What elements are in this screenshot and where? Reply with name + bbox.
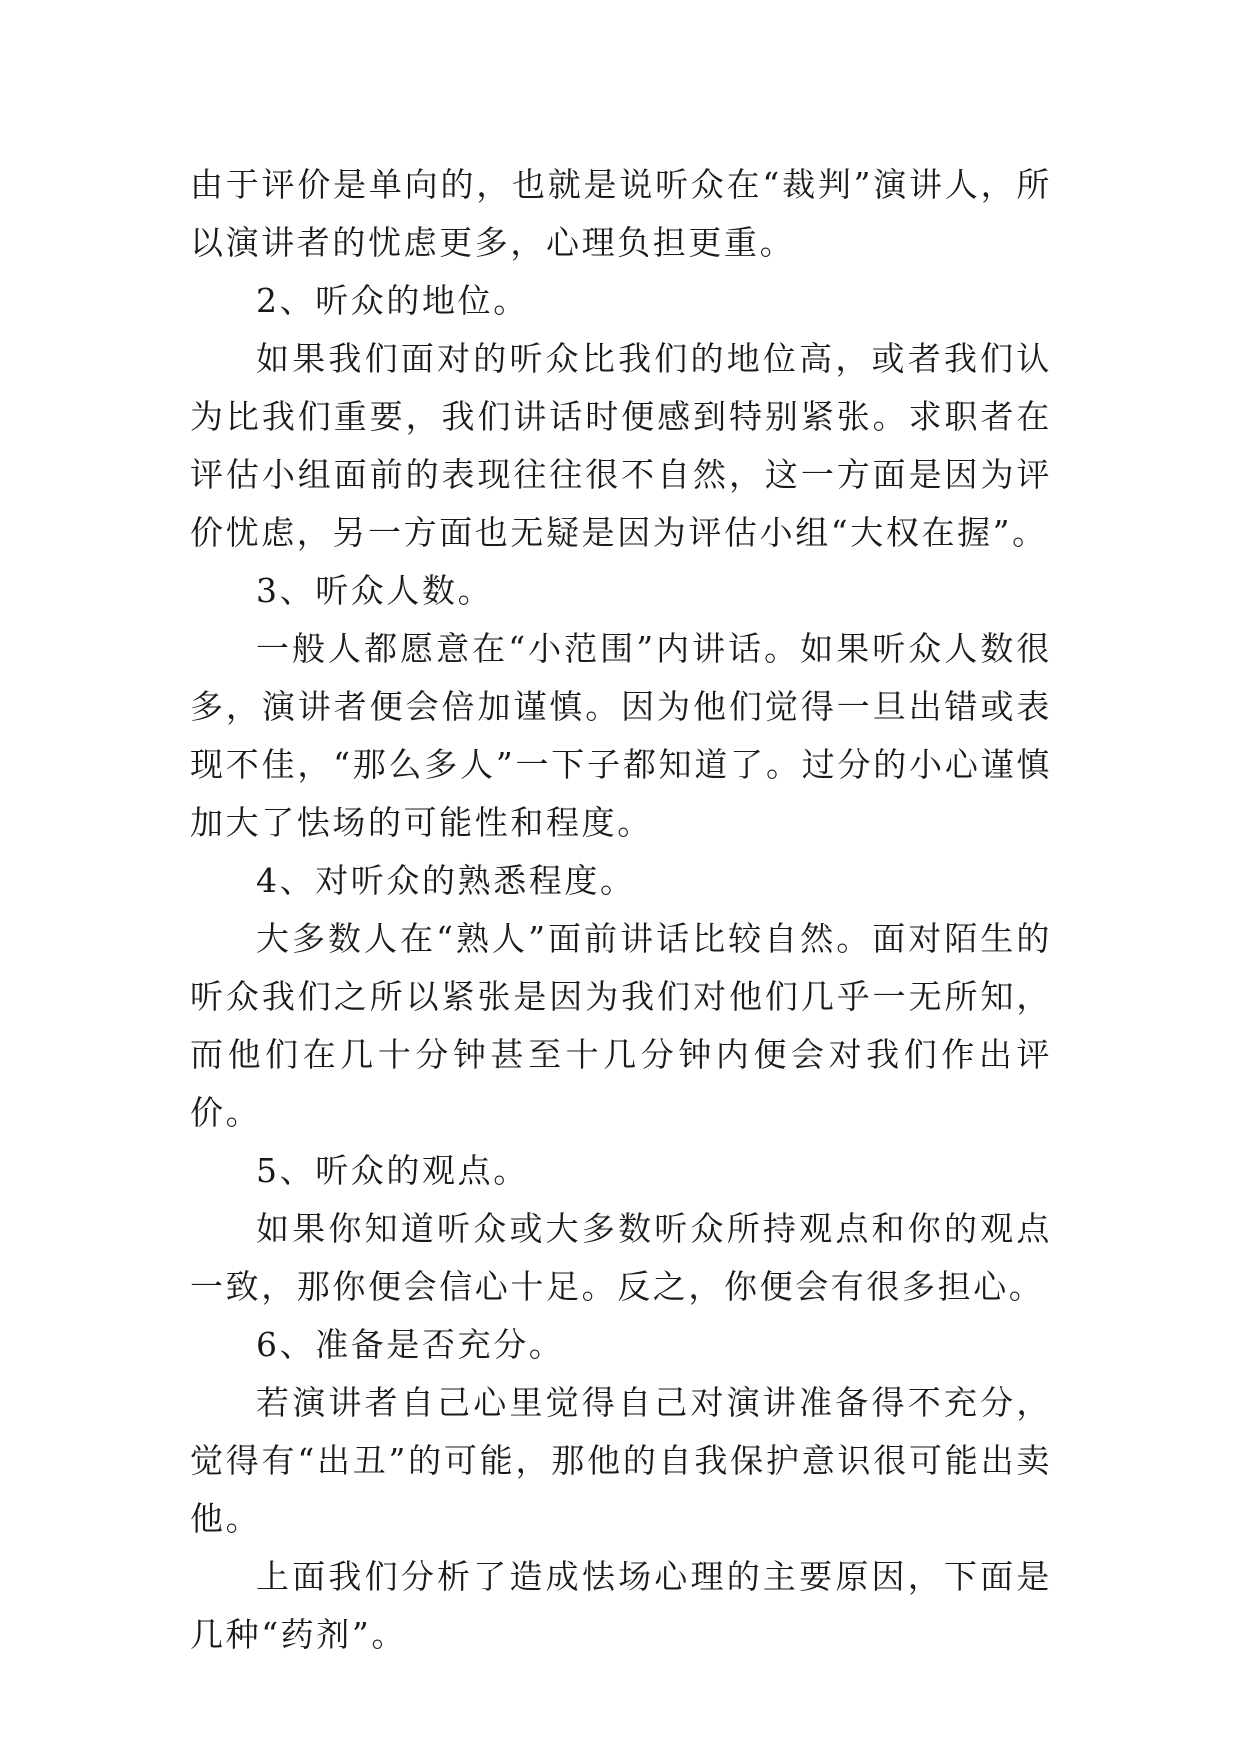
paragraph-7: 大多数人在“熟人”面前讲话比较自然。面对陌生的听众我们之所以紧张是因为我们对他们几乎一无所知，而他们在几十分钟甚至十几分钟内便会对我们作出评价。 (190, 919, 1052, 1132)
item-heading-2: 2、听众的地位。 (256, 281, 529, 320)
item-heading-4: 4、对听众的熟悉程度。 (256, 861, 636, 900)
paragraph-9: 如果你知道听众或大多数听众所持观点和你的观点一致，那你便会信心十足。反之，你便会有很多担心。 (190, 1209, 1052, 1306)
paragraph-5: 一般人都愿意在“小范围”内讲话。如果听众人数很多，演讲者便会倍加谨慎。因为他们觉得一旦出错或表现不佳，“那么多人”一下子都知道了。过分的小心谨慎加大了怯场的可能性和程度。 (190, 629, 1052, 842)
item-heading-6: 6、准备是否充分。 (256, 1325, 565, 1364)
paragraph-11: 若演讲者自己心里觉得自己对演讲准备得不充分，觉得有“出丑”的可能，那他的自我保护意识很可能出卖他。 (190, 1383, 1052, 1538)
paragraph-12: 上面我们分析了造成怯场心理的主要原因，下面是几种“药剂”。 (190, 1557, 1052, 1654)
paragraph-1: 由于评价是单向的，也就是说听众在“裁判”演讲人，所以演讲者的忧虑更多，心理负担更重。 (190, 165, 1052, 262)
document-body (190, 156, 1052, 1664)
item-heading-3: 3、听众人数。 (256, 571, 494, 610)
item-heading-5: 5、听众的观点。 (256, 1151, 529, 1190)
paragraph-3: 如果我们面对的听众比我们的地位高，或者我们认为比我们重要，我们讲话时便感到特别紧张。求职者在评估小组面前的表现往往很不自然，这一方面是因为评价忧虑，另一方面也无疑是因为评估小组“大权在握”。 (190, 339, 1052, 552)
